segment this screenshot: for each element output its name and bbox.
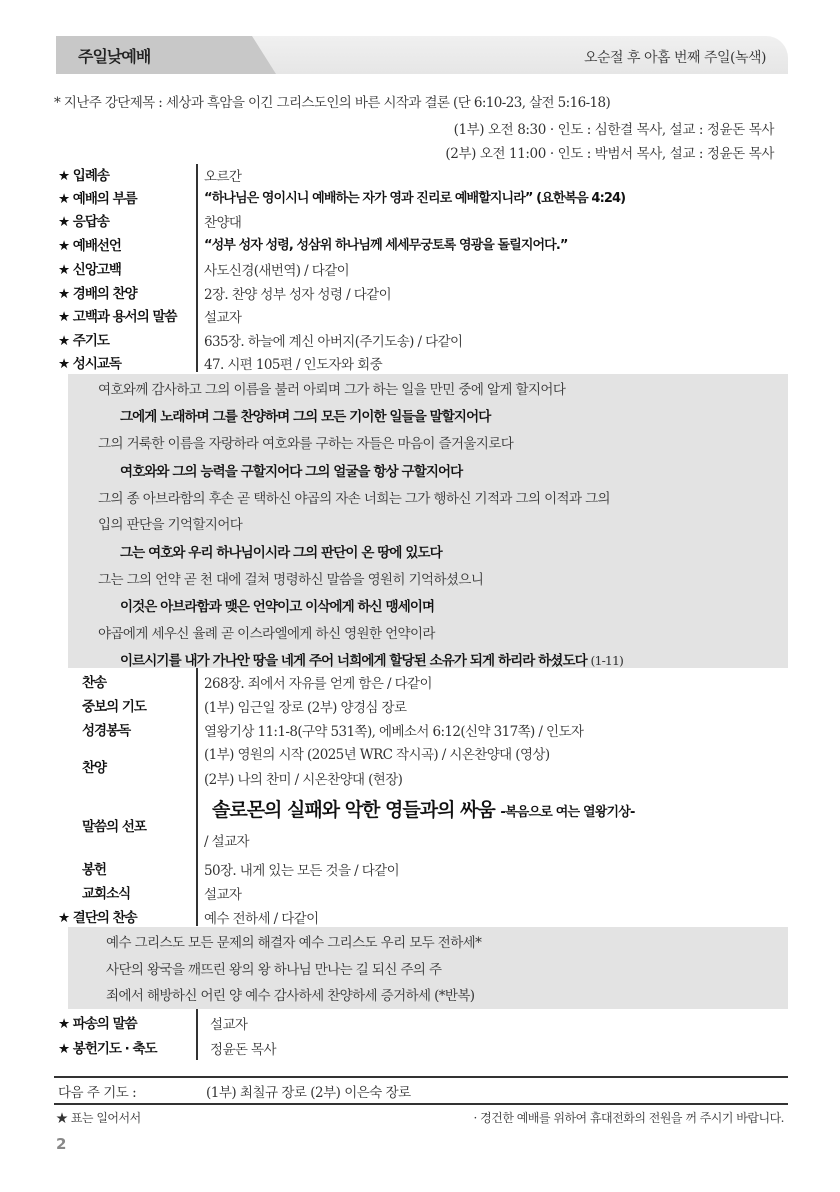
page-title: 주일낮예배 (78, 47, 151, 66)
reading-line-text: 이르시기를 내가 가나안 땅을 네게 주어 너희에게 할당된 소유가 되게 하리라 하셨도다 (120, 653, 587, 669)
footer-rule-top (54, 1076, 788, 1078)
order-item-commitment-hymn (58, 906, 788, 928)
page-header (56, 36, 788, 74)
order-item-intercession (82, 695, 812, 717)
order-label: ★ 고백과 용서의 말씀 (58, 309, 177, 325)
order-label: ★ 주기도 (58, 333, 109, 349)
order-item-praise (58, 282, 788, 304)
service-second: (2부) 오전 11:00 · 인도 : 박범서 목사, 설교 : 정윤돈 목사 (445, 146, 774, 162)
order-label: ★ 파송의 말씀 (58, 1016, 137, 1032)
anthem-line: (2부) 나의 찬미 / 시온찬양대 (현장) (204, 772, 403, 788)
sermon-subtitle: -복음으로 여는 열왕기상- (500, 805, 635, 820)
order-label: ★ 응답송 (58, 214, 109, 230)
sermon-preacher: / 설교자 (204, 834, 249, 850)
order-value: 47. 시편 105편 / 인도자와 회중 (204, 357, 383, 373)
reading-line-last (120, 649, 623, 669)
reading-line: 여호와와 그의 능력을 구할지어다 그의 얼굴을 항상 구할지어다 (120, 464, 463, 480)
order-value: 설교자 (204, 887, 242, 903)
order-label: 중보의 기도 (82, 699, 146, 715)
reading-line: 그는 그의 언약 곧 천 대에 걸쳐 명령하신 말씀을 영원히 기억하셨으니 (98, 572, 484, 588)
order-label: 찬양 (82, 760, 107, 776)
closing-song-line: 죄에서 해방하신 어린 양 예수 감사하세 찬양하세 증거하세 (*반복) (106, 988, 475, 1004)
anthem-line: (1부) 영원의 시작 (2025년 WRC 작시곡) / 시온찬양대 (영상) (204, 747, 550, 763)
order-item-scripture (82, 719, 812, 741)
order-value: 268장. 죄에서 자유를 얻게 함은 / 다같이 (204, 676, 432, 692)
reading-reference: (1-11) (590, 653, 623, 668)
order-value: 열왕기상 11:1-8(구약 531쪽), 에베소서 6:12(신약 317쪽) / 인도자 (204, 724, 584, 740)
order-item-reading (58, 352, 788, 374)
order-label: ★ 예배의 부름 (58, 191, 137, 207)
page-number: 2 (56, 1135, 67, 1153)
sermon-title-line (212, 795, 635, 822)
order-item-declaration (58, 234, 788, 256)
order-item-creed (58, 258, 788, 280)
order-value: “성부 성자 성령, 성삼위 하나님께 세세무궁토록 영광을 돌릴지어다.” (204, 238, 568, 253)
order-item-lords-prayer (58, 329, 788, 351)
page-subtitle: 오순절 후 아홉 번째 주일(녹색) (583, 50, 766, 66)
reading-line: 야곱에게 세우신 율례 곧 이스라엘에게 하신 영원한 언약이라 (98, 626, 435, 642)
order-item-sending (58, 1012, 788, 1034)
order-value: “하나님은 영이시니 예배하는 자가 영과 진리로 예배할지니라” (요한복음 4:24) (204, 191, 626, 206)
order-value: 2장. 찬양 성부 성자 성령 / 다같이 (204, 287, 392, 303)
closing-song-line: 사단의 왕국을 깨뜨린 왕의 왕 하나님 만나는 길 되신 주의 주 (106, 962, 442, 978)
order-label: ★ 봉헌기도 · 축도 (58, 1041, 157, 1057)
order-value: 설교자 (204, 310, 242, 326)
reading-line: 그의 거룩한 이름을 자랑하라 여호와를 구하는 자들은 마음이 즐거울지로다 (98, 436, 514, 452)
order-item-opening (58, 164, 788, 186)
order-label: ★ 성시교독 (58, 356, 121, 372)
order-label: 말씀의 선포 (82, 819, 146, 835)
order-item-call-to-worship (58, 187, 788, 209)
order-label: ★ 경배의 찬양 (58, 286, 137, 302)
order-label: 성경봉독 (82, 723, 131, 739)
order-value: (1부) 임근일 장로 (2부) 양경심 장로 (204, 700, 407, 716)
order-label: 봉헌 (82, 862, 107, 878)
order-label: 교회소식 (82, 886, 131, 902)
reading-line: 입의 판단을 기억할지어다 (98, 517, 243, 533)
order-item-offering (82, 858, 812, 880)
order-value: 오르간 (204, 169, 242, 185)
reading-line: 그는 여호와 우리 하나님이시라 그의 판단이 온 땅에 있도다 (120, 545, 442, 561)
order-item-announcements (82, 882, 812, 904)
order-value: 설교자 (210, 1017, 248, 1033)
order-value: 50장. 내게 있는 모든 것을 / 다같이 (204, 863, 400, 879)
order-label: ★ 결단의 찬송 (58, 910, 137, 926)
reading-line: 그의 종 아브라함의 후손 곧 택하신 야곱의 자손 너희는 그가 행하신 기적과 그의 이적과 그의 (98, 491, 610, 507)
service-first: (1부) 오전 8:30 · 인도 : 심한결 목사, 설교 : 정윤돈 목사 (453, 122, 774, 138)
order-item-confession (58, 305, 788, 327)
reading-line: 그에게 노래하며 그를 찬양하며 그의 모든 기이한 일들을 말할지어다 (120, 409, 491, 425)
closing-song-line: 예수 그리스도 모든 문제의 해결자 예수 그리스도 우리 모두 전하세* (106, 935, 482, 951)
reading-line: 여호와께 감사하고 그의 이름을 불러 아뢰며 그가 하는 일을 만민 중에 알게 할지어다 (98, 382, 566, 398)
order-label: 찬송 (82, 675, 107, 691)
order-value: 찬양대 (204, 215, 242, 231)
order-item-benediction (58, 1037, 788, 1059)
sermon-title: 솔로몬의 실패와 악한 영들과의 싸움 (212, 799, 495, 821)
reading-line: 이것은 아브라함과 맺은 언약이고 이삭에게 하신 맹세이며 (120, 599, 435, 615)
order-value: 635장. 하늘에 계신 아버지(주기도송) / 다같이 (204, 334, 463, 350)
stand-note: ★ 표는 일어서서 (56, 1111, 141, 1125)
next-week-value: (1부) 최칠규 장로 (2부) 이은숙 장로 (206, 1085, 411, 1101)
order-label: ★ 예배선언 (58, 238, 121, 254)
last-week-sermon: * 지난주 강단제목 : 세상과 흑암을 이긴 그리스도인의 바른 시작과 결론 (단 6:10-23, 살전 5:16-18) (54, 95, 611, 111)
footer-rule-bottom (54, 1103, 788, 1105)
order-item-response (58, 210, 788, 232)
order-label: ★ 신앙고백 (58, 262, 121, 278)
next-week-label: 다음 주 기도 : (58, 1085, 137, 1101)
order-value: 정윤돈 목사 (210, 1042, 276, 1058)
order-value: 사도신경(새번역) / 다같이 (204, 263, 350, 279)
order-item-hymn (82, 671, 812, 693)
phone-note: · 경건한 예배를 위하여 휴대전화의 전원을 꺼 주시기 바랍니다. (473, 1111, 784, 1125)
order-value: 예수 전하세 / 다같이 (204, 911, 319, 927)
order-label: ★ 입례송 (58, 168, 109, 184)
